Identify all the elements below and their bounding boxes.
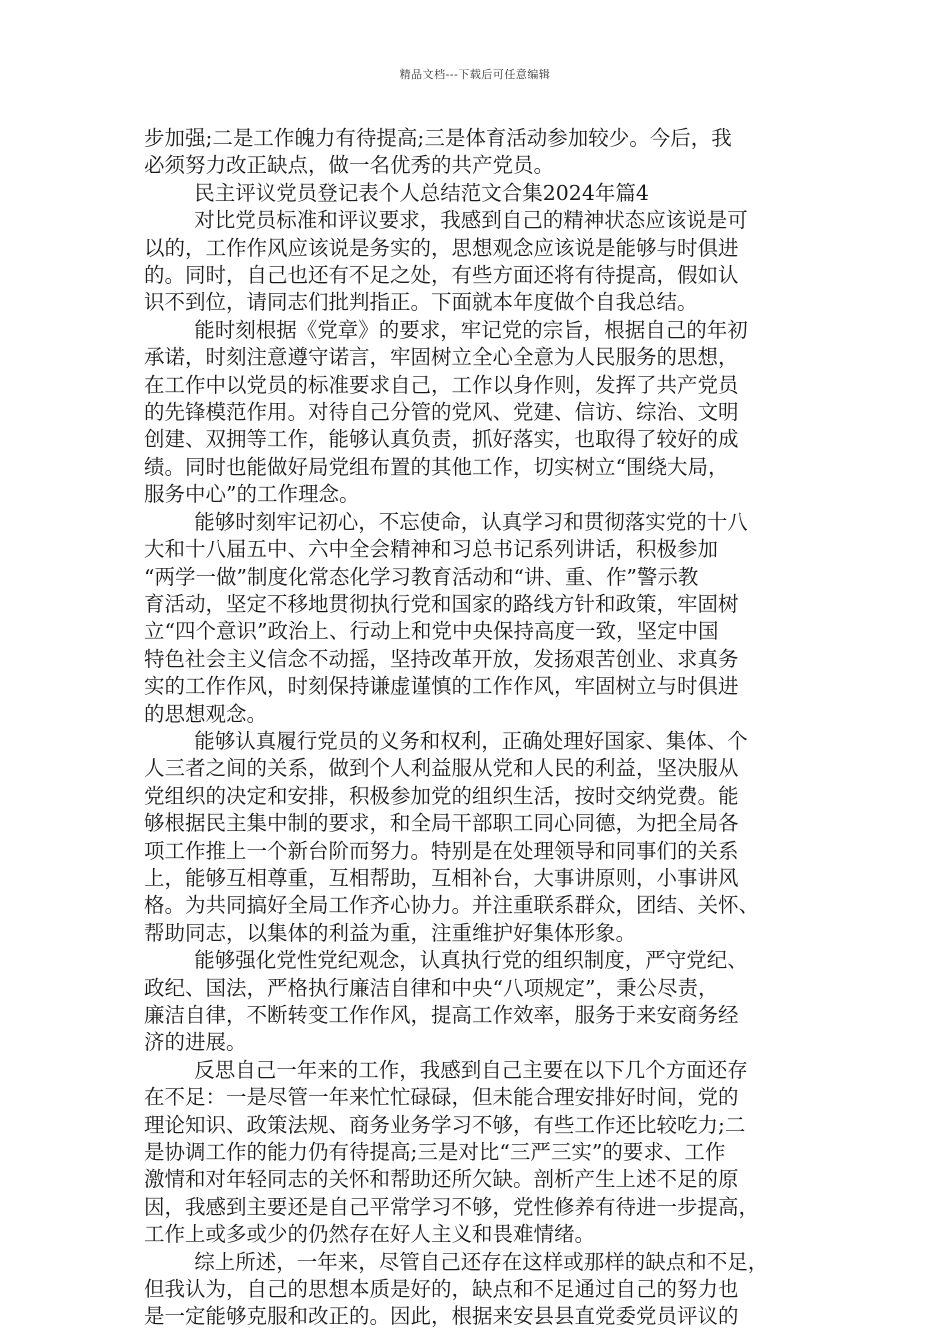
text-line: 廉洁自律，不断转变工作作风，提高工作效率，服务于来安商务经 (144, 1003, 739, 1027)
paragraph (144, 207, 814, 317)
paragraph (144, 728, 814, 947)
text-line: 反思自己一年来的工作，我感到自己主要在以下几个方面还存 (194, 1057, 748, 1082)
text-line: 帮助同志，以集体的利益为重，注重维护好集体形象。 (144, 920, 636, 945)
text-line: 能时刻根据《党章》的要求，牢记党的宗旨，根据自己的年初 (194, 317, 748, 342)
text-line: 济的进展。 (144, 1030, 247, 1055)
text-line: 立“四个意识”政治上、行动上和党中央保持高度一致，坚定中国 (144, 619, 719, 644)
text-line: 但我认为，自己的思想本质是好的，缺点和不足通过自己的努力也 (144, 1277, 739, 1302)
header-text: 精品文档---下载后可任意编辑 (399, 68, 551, 81)
text-line: 人三者之间的关系，做到个人利益服从党和人民的利益，坚决服从 (144, 756, 739, 781)
text-line: 对比党员标准和评议要求，我感到自己的精神状态应该说是可 (194, 208, 748, 233)
paragraph (144, 317, 814, 509)
text-line: 必须努力改正缺点，做一名优秀的共产党员。 (144, 153, 554, 178)
text-line: 承诺，时刻注意遵守诺言，牢固树立全心全意为人民服务的思想， (144, 345, 739, 370)
document-body (144, 125, 814, 1331)
text-line: 是协调工作的能力仍有待提高;三是对比“三严三实”的要求、工作 (144, 1140, 726, 1165)
text-line: 党组织的决定和安排，积极参加党的组织生活，按时交纳党费。能 (144, 783, 739, 808)
text-line: 能够时刻牢记初心，不忘使命，认真学习和贯彻落实党的十八 (194, 509, 748, 534)
continuation-paragraph (144, 125, 814, 180)
section-title (144, 180, 814, 207)
text-line: 工作上或多或少的仍然存在好人主义和畏难情绪。 (144, 1222, 595, 1247)
paragraph (144, 509, 814, 728)
text-line: 实的工作作风，时刻保持谦虚谨慎的工作作风，牢固树立与时俱进 (144, 674, 739, 699)
section-title-text: 民主评议党员登记表个人总结范文合集2024年篇4 (194, 180, 649, 205)
paragraph (144, 947, 814, 1057)
text-line: 的思想观念。 (144, 701, 267, 726)
text-line: 育活动，坚定不移地贯彻执行党和国家的路线方针和政策，牢固树 (144, 591, 739, 616)
text-line: 以的，工作作风应该说是务实的，思想观念应该说是能够与时俱进 (144, 235, 739, 260)
text-line: 理论知识、政策法规、商务业务学习不够，有些工作还比较吃力;二 (144, 1112, 746, 1137)
text-line: 上，能够互相尊重，互相帮助，互相补台，大事讲原则，小事讲风 (144, 865, 739, 890)
text-line: 绩。同时也能做好局党组布置的其他工作，切实树立“围绕大局， (144, 454, 729, 479)
paragraph (144, 1057, 814, 1249)
text-line: 是一定能够克服和改正的。因此，根据来安县县直党委党员评议的 (144, 1304, 739, 1329)
text-line: 激情和对年轻同志的关怀和帮助还所欠缺。剖析产生上述不足的原 (144, 1167, 739, 1192)
text-line: 识不到位，请同志们批判指正。下面就本年度做个自我总结。 (144, 290, 698, 315)
text-line: 够根据民主集中制的要求，和全局干部职工同心同德，为把全局各 (144, 811, 739, 836)
text-line: 能够强化党性党纪观念，认真执行党的组织制度，严守党纪、 (194, 948, 748, 973)
text-line: 的。同时，自己也还有不足之处，有些方面还将有待提高，假如认 (144, 263, 739, 288)
text-line: 因，我感到主要还是自己平常学习不够，党性修养有待进一步提高， (144, 1194, 759, 1219)
text-line: 服务中心”的工作理念。 (144, 482, 360, 507)
text-line: “两学一做”制度化常态化学习教育活动和“讲、重、作”警示教 (144, 564, 699, 589)
text-line: 步加强;二是工作魄力有待提高;三是体育活动参加较少。今后，我 (144, 126, 732, 150)
text-line: 在工作中以党员的标准要求自己，工作以身作则，发挥了共产党员 (144, 372, 739, 397)
text-line: 创建、双拥等工作，能够认真负责，抓好落实，也取得了较好的成 (144, 427, 739, 452)
text-line: 项工作推上一个新台阶而努力。特别是在处理领导和同事们的关系 (144, 838, 739, 863)
text-line: 能够认真履行党员的义务和权利，正确处理好国家、集体、个 (194, 728, 748, 753)
text-line: 在不足：一是尽管一年来忙忙碌碌，但未能合理安排好时间，党的 (144, 1085, 739, 1110)
text-line: 特色社会主义信念不动摇，坚持改革开放，发扬艰苦创业、求真务 (144, 646, 739, 671)
text-line: 政纪、国法，严格执行廉洁自律和中央“八项规定”，秉公尽责， (144, 975, 719, 1000)
text-line: 格。为共同搞好全局工作齐心协力。并注重联系群众，团结、关怀、 (144, 893, 759, 918)
paragraph (144, 1249, 814, 1331)
text-line: 综上所述，一年来，尽管自己还存在这样或那样的缺点和不足， (194, 1249, 769, 1274)
page-header (0, 66, 950, 82)
text-line: 大和十八届五中、六中全会精神和习总书记系列讲话，积极参加 (144, 537, 718, 562)
text-line: 的先锋模范作用。对待自己分管的党风、党建、信访、综治、文明 (144, 400, 739, 425)
